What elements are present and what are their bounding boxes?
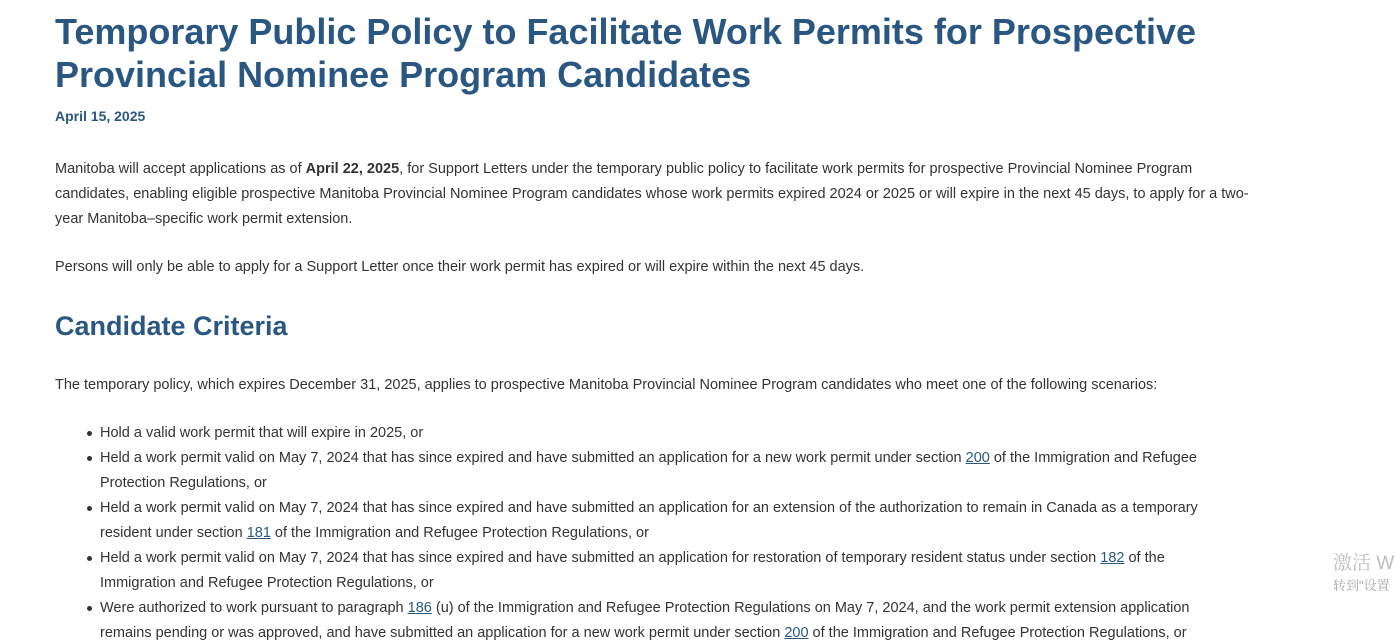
intro-text-end: , for Support Letters under the temporary public policy to facilitate work permits for prospective Provincial Nominee Program candidates, enabling eligible prospective Manitoba Provincial Nominee Program candidates whose work permits expired 2024 or 2025 or will expire in the next 45 days, to apply for a two-year Manitoba–specific work permit extension. xyxy=(55,161,1249,227)
bullet-icon xyxy=(87,556,92,561)
paragraph-186-link[interactable]: 186 xyxy=(407,600,432,616)
list-item xyxy=(100,421,1240,446)
list-item-text: Held a work permit valid on May 7, 2024 that has since expired and have submitted an application for an extension of the authorization to remain in Canada as a temporary resident under section xyxy=(100,500,1198,541)
intro-text-start: Manitoba will accept applications as of xyxy=(55,161,306,177)
list-item xyxy=(100,496,1240,546)
bullet-icon xyxy=(87,431,92,436)
list-item-text: of the Immigration and Refugee Protection Regulations, or xyxy=(100,450,1197,491)
page-title: Temporary Public Policy to Facilitate Work Permits for Prospective Provincial Nominee Program Candidates xyxy=(55,11,1197,95)
section-200-link[interactable]: 200 xyxy=(784,625,809,641)
list-item xyxy=(100,446,1240,496)
intro-paragraph xyxy=(55,157,1255,232)
list-item-text: of the Immigration and Refugee Protection Regulations, or xyxy=(100,550,1165,591)
bullet-icon xyxy=(87,506,92,511)
list-item-text: of the Immigration and Refugee Protection Regulations, or xyxy=(270,525,649,541)
list-item-text: Were authorized to work pursuant to paragraph xyxy=(100,600,408,616)
criteria-list xyxy=(55,421,1240,641)
list-item-text: of the Immigration and Refugee Protection Regulations, or xyxy=(808,625,1187,641)
list-item-text: Hold a valid work permit that will expire in 2025, or xyxy=(100,425,424,441)
publish-date: April 15, 2025 xyxy=(55,108,146,124)
policy-paragraph: The temporary policy, which expires December 31, 2025, applies to prospective Manitoba Provincial Nominee Program candidates who meet one of the following scenarios: xyxy=(55,377,1158,393)
watermark-line-1: 激活 W xyxy=(1333,553,1395,574)
activation-watermark xyxy=(1333,551,1396,595)
intro-bold-date: April 22, 2025 xyxy=(305,161,400,177)
bullet-icon xyxy=(87,606,92,611)
section-heading: Candidate Criteria xyxy=(55,311,288,341)
support-letter-paragraph: Persons will only be able to apply for a Support Letter once their work permit has expired or will expire within the next 45 days. xyxy=(55,259,865,275)
section-182-link[interactable]: 182 xyxy=(1100,550,1125,566)
list-item-text: Held a work permit valid on May 7, 2024 that has since expired and have submitted an application for restoration of temporary resident status under section xyxy=(100,550,1101,566)
watermark-line-2: 转到"设置 xyxy=(1333,578,1390,593)
section-181-link[interactable]: 181 xyxy=(246,525,271,541)
list-item-text: Held a work permit valid on May 7, 2024 that has since expired and have submitted an application for a new work permit under section xyxy=(100,450,966,466)
list-item xyxy=(100,596,1240,641)
list-item-text: (u) of the Immigration and Refugee Protection Regulations on May 7, 2024, and the work permit extension application remains pending or was approved, and have submitted an application for a new work permit under section xyxy=(100,600,1190,641)
section-200-link[interactable]: 200 xyxy=(965,450,990,466)
list-item xyxy=(100,546,1240,596)
bullet-icon xyxy=(87,456,92,461)
